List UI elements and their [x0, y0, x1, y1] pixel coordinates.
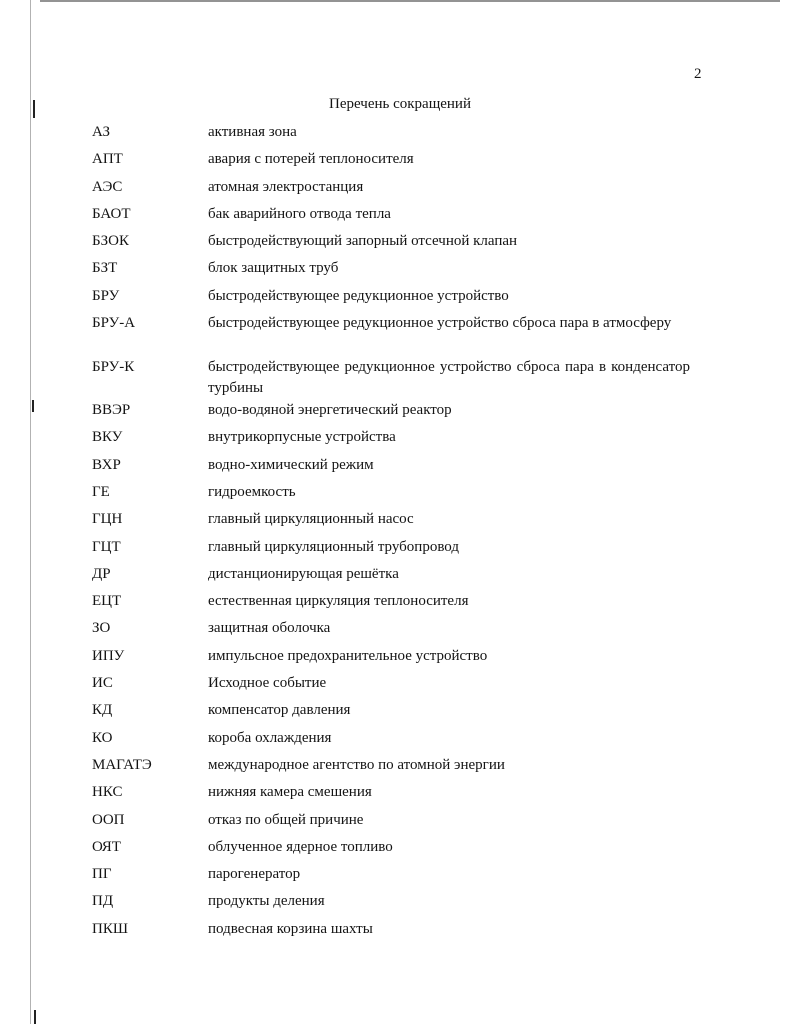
abbreviation-row [92, 231, 690, 258]
abbreviation-row [92, 427, 690, 454]
abbreviation-definition: главный циркуляционный насос [208, 511, 414, 528]
abbreviation-row [92, 564, 690, 591]
abbreviation-row [92, 728, 690, 755]
abbreviation-row [92, 509, 690, 536]
abbreviation-definition: активная зона [208, 124, 297, 140]
scan-mark [34, 1010, 36, 1024]
abbreviation-definition: защитная оболочка [208, 620, 331, 637]
abbreviation-term: АПТ [92, 151, 123, 168]
abbreviation-term: ГЦТ [92, 538, 121, 555]
abbreviation-list [92, 122, 690, 946]
abbreviation-definition: внутрикорпусные устройства [208, 429, 396, 446]
abbreviation-term: ДР [92, 565, 111, 582]
abbreviation-definition: парогенератор [208, 866, 301, 883]
abbreviation-term: БРУ [92, 287, 120, 304]
abbreviation-term: ПКШ [92, 920, 128, 937]
abbreviation-term: БРУ-А [92, 315, 136, 332]
abbreviation-definition: быстродействующее редукционное устройство сброса пара в атмосферу [208, 315, 672, 332]
scan-edge-left [30, 0, 31, 1024]
abbreviation-definition: водо-водяной энергетический реактор [208, 402, 452, 419]
abbreviation-row [92, 204, 690, 231]
scan-edge-top [40, 0, 780, 2]
abbreviation-term: БРУ-К [92, 358, 135, 375]
abbreviation-row [92, 810, 690, 837]
abbreviation-definition: бак аварийного отвода тепла [208, 205, 391, 222]
abbreviation-definition: подвесная корзина шахты [208, 920, 373, 937]
abbreviation-term: ООП [92, 811, 125, 828]
abbreviation-term: ПД [92, 893, 114, 910]
abbreviation-definition: короба охлаждения [208, 729, 332, 746]
abbreviation-row [92, 122, 690, 149]
abbreviation-term: ЕЦТ [92, 593, 122, 610]
abbreviation-row [92, 258, 690, 285]
abbreviation-definition: атомная электростанция [208, 178, 364, 195]
abbreviation-definition: блок защитных труб [208, 260, 339, 277]
abbreviation-row [92, 591, 690, 618]
abbreviation-definition: естественная циркуляция теплоносителя [208, 593, 469, 610]
abbreviation-definition: продукты деления [208, 893, 325, 910]
page-title: Перечень сокращений [329, 96, 471, 112]
abbreviation-row [92, 646, 690, 673]
abbreviation-row [92, 400, 690, 427]
abbreviation-term: ВВЭР [92, 402, 131, 419]
abbreviation-term: ГЦН [92, 511, 123, 528]
abbreviation-row [92, 618, 690, 645]
abbreviation-term: БАОТ [92, 205, 131, 222]
abbreviation-term: ВХР [92, 456, 121, 473]
abbreviation-row [92, 177, 690, 204]
abbreviation-definition: облученное ядерное топливо [208, 838, 393, 855]
abbreviation-term: КО [92, 729, 113, 746]
abbreviation-term: ЗО [92, 620, 111, 637]
scan-mark [32, 400, 34, 412]
abbreviation-term: ОЯТ [92, 838, 121, 855]
abbreviation-row [92, 286, 690, 313]
abbreviation-definition: нижняя камера смешения [208, 784, 372, 801]
abbreviation-term: АЗ [92, 124, 110, 140]
abbreviation-row [92, 313, 690, 357]
abbreviation-term: ИПУ [92, 647, 125, 664]
abbreviation-row [92, 537, 690, 564]
abbreviation-term: БЗТ [92, 260, 118, 277]
abbreviation-row [92, 149, 690, 176]
abbreviation-row [92, 837, 690, 864]
abbreviation-term: КД [92, 702, 113, 719]
abbreviation-row [92, 755, 690, 782]
abbreviation-term: НКС [92, 784, 123, 801]
abbreviation-definition: быстродействующее редукционное устройство [208, 287, 509, 304]
abbreviation-row [92, 864, 690, 891]
abbreviation-term: ИС [92, 675, 113, 692]
abbreviation-row [92, 782, 690, 809]
abbreviation-row [92, 482, 690, 509]
abbreviation-definition: компенсатор давления [208, 702, 351, 719]
abbreviation-term: МАГАТЭ [92, 756, 152, 773]
abbreviation-term: ВКУ [92, 429, 123, 446]
abbreviation-definition: авария с потерей теплоносителя [208, 151, 414, 168]
abbreviation-row [92, 891, 690, 918]
abbreviation-definition: гидроемкость [208, 483, 296, 500]
abbreviation-row [92, 919, 690, 946]
abbreviation-definition: дистанционирующая решётка [208, 565, 399, 582]
abbreviation-term: ГЕ [92, 483, 110, 500]
abbreviation-row [92, 357, 690, 401]
abbreviation-row [92, 455, 690, 482]
abbreviation-row [92, 673, 690, 700]
abbreviation-definition: международное агентство по атомной энергии [208, 756, 505, 773]
abbreviation-definition: водно-химический режим [208, 456, 374, 473]
abbreviation-definition: Исходное событие [208, 675, 327, 692]
abbreviation-term: АЭС [92, 178, 123, 195]
abbreviation-row [92, 700, 690, 727]
abbreviation-definition: быстродействующий запорный отсечной клапан [208, 233, 518, 250]
abbreviation-definition: импульсное предохранительное устройство [208, 647, 488, 664]
page-number: 2 [694, 66, 702, 82]
abbreviation-definition: отказ по общей причине [208, 811, 364, 828]
abbreviation-definition: быстродействующее редукционное устройство сброса пара в конденсатор турбины [208, 358, 690, 396]
abbreviation-term: ПГ [92, 866, 112, 883]
abbreviation-definition: главный циркуляционный трубопровод [208, 538, 460, 555]
abbreviation-term: БЗОК [92, 233, 129, 250]
